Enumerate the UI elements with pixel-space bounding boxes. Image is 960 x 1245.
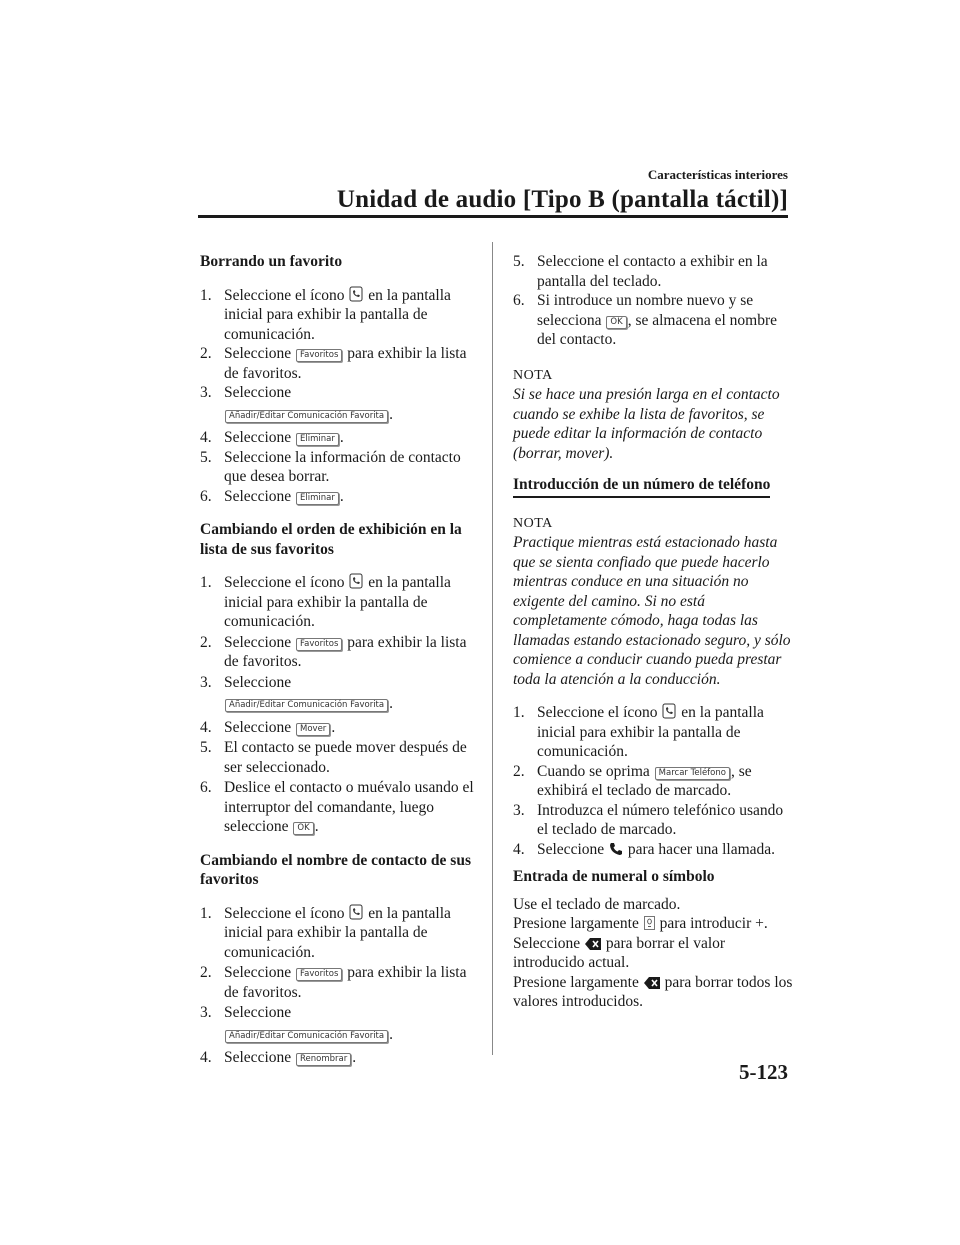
handset-icon[interactable] (609, 842, 623, 856)
paragraph: Presione largamente para borrar todos los valores introducidos. (513, 973, 793, 1010)
step-item: 1. Seleccione el ícono en la pantalla inicial para exhibir la pantalla de comunicación. (200, 574, 451, 630)
paragraph: Use el teclado de marcado. (513, 895, 681, 913)
step-item: 6. Deslice el contacto o muévalo usando el interruptor del comandante, luego seleccione OK . (200, 779, 474, 835)
step-item: 4. Seleccione Eliminar . (200, 429, 344, 446)
paragraph: Presione largamente para introducir +. (513, 915, 768, 932)
ok-button[interactable]: OK (293, 822, 313, 835)
step-item: 5. Seleccione la información de contacto que desea borrar. (200, 448, 461, 485)
step-item: 4. Seleccione Mover . (200, 718, 336, 736)
step-item: 2. Seleccione Favoritos para exhibir la lista de favoritos. (200, 633, 467, 670)
step-item: 3. Seleccione Añadir/Editar Comunicación Favorita . (200, 384, 393, 423)
dial-steps (513, 703, 793, 859)
section-heading: Entrada de numeral o símbolo (513, 868, 715, 885)
paragraph: Seleccione para borrar el valor introducido actual. (513, 934, 726, 971)
header-title: Unidad de audio [Tipo B (pantalla táctil)] (336, 186, 788, 213)
step-item: 2. Cuando se oprima Marcar Teléfono , se exhibirá el teclado de marcado. (513, 762, 752, 799)
subsection-heading: Introducción de un número de teléfono (513, 475, 770, 498)
ok-button[interactable]: OK (606, 316, 626, 329)
favoritos-button[interactable]: Favoritos (296, 349, 342, 362)
renombrar-button[interactable]: Renombrar (296, 1053, 351, 1066)
page-number: 5-123 (739, 1060, 788, 1084)
favoritos-button[interactable]: Favoritos (296, 638, 342, 651)
step-item: 3. Introduzca el número telefónico usando el teclado de marcado. (513, 801, 784, 838)
column-divider (492, 242, 493, 1055)
add-edit-favorite-button[interactable]: Añadir/Editar Comunicación Favorita (225, 410, 388, 423)
delete-icon[interactable] (585, 938, 601, 950)
eliminar-button[interactable]: Eliminar (296, 492, 339, 505)
step-item: 1. Seleccione el ícono en la pantalla inicial para exhibir la pantalla de comunicación. (200, 904, 451, 961)
step-item: 2. Seleccione Favoritos para exhibir la lista de favoritos. (200, 964, 467, 1001)
step-item: 3. Seleccione Añadir/Editar Comunicación Favorita . (200, 1004, 393, 1043)
step-item: 6. Seleccione Eliminar . (200, 487, 344, 505)
phone-screen-icon (349, 286, 363, 302)
header-section-label: Características interiores (647, 167, 788, 182)
section-rename-favorite (200, 851, 480, 1068)
section-reorder-favorites (200, 520, 480, 837)
phone-screen-icon (349, 573, 363, 589)
mover-button[interactable]: Mover (296, 723, 330, 736)
delete-icon[interactable] (644, 977, 660, 989)
section-heading: Cambiando el nombre de contacto de sus favoritos (200, 851, 471, 888)
favoritos-button[interactable]: Favoritos (296, 968, 342, 981)
marcar-telefono-button[interactable]: Marcar Teléfono (655, 767, 730, 780)
add-edit-favorite-button[interactable]: Añadir/Editar Comunicación Favorita (225, 699, 388, 712)
left-column (200, 252, 480, 1069)
section-heading: Borrando un favorito (200, 253, 343, 270)
step-item: 2. Seleccione Favoritos para exhibir la lista de favoritos. (200, 345, 467, 382)
note-label: NOTA (513, 515, 553, 531)
step-item: 6. Si introduce un nombre nuevo y se selecciona OK , se almacena el nombre del contacto. (513, 292, 778, 348)
header-rule (198, 215, 788, 218)
step-item: 5. Seleccione el contacto a exhibir en la pantalla del teclado. (513, 253, 768, 290)
section-heading: Cambiando el orden de exhibición en la lista de sus favoritos (200, 521, 462, 558)
note-label: NOTA (513, 367, 553, 383)
section-delete-favorite (200, 252, 480, 506)
step-item: 4. Seleccione para hacer una llamada. (513, 840, 776, 858)
eliminar-button[interactable]: Eliminar (296, 433, 339, 446)
note-text: Practique mientras está estacionado hasta que se sienta confiado que puede hacerlo mientras conduce en una situación no exigente del camino. Si no está completamente cómodo, haga todas las llamadas estando estacionado seguro, y sólo comience a conducir cuando pueda prestar toda la atención a la conducción. (513, 534, 791, 688)
note-text: Si se hace una presión larga en el contacto cuando se exhibe la lista de favoritos, se puede editar la información de contacto (borrar, mover). (513, 386, 780, 462)
step-item: 4. Seleccione Renombrar . (200, 1049, 357, 1066)
phone-screen-icon (662, 703, 676, 719)
step-item: 1. Seleccione el ícono en la pantalla inicial para exhibir la pantalla de comunicación. (200, 286, 451, 343)
add-edit-favorite-button[interactable]: Añadir/Editar Comunicación Favorita (225, 1030, 388, 1043)
step-item: 1. Seleccione el ícono en la pantalla inicial para exhibir la pantalla de comunicación. (513, 704, 764, 760)
step-item: 5. El contacto se puede mover después de ser seleccionado. (200, 739, 467, 776)
right-column (513, 252, 793, 1012)
phone-screen-icon (349, 904, 363, 920)
step-item: 3. Seleccione Añadir/Editar Comunicación Favorita . (200, 673, 393, 712)
zero-key-icon[interactable] (644, 916, 655, 930)
